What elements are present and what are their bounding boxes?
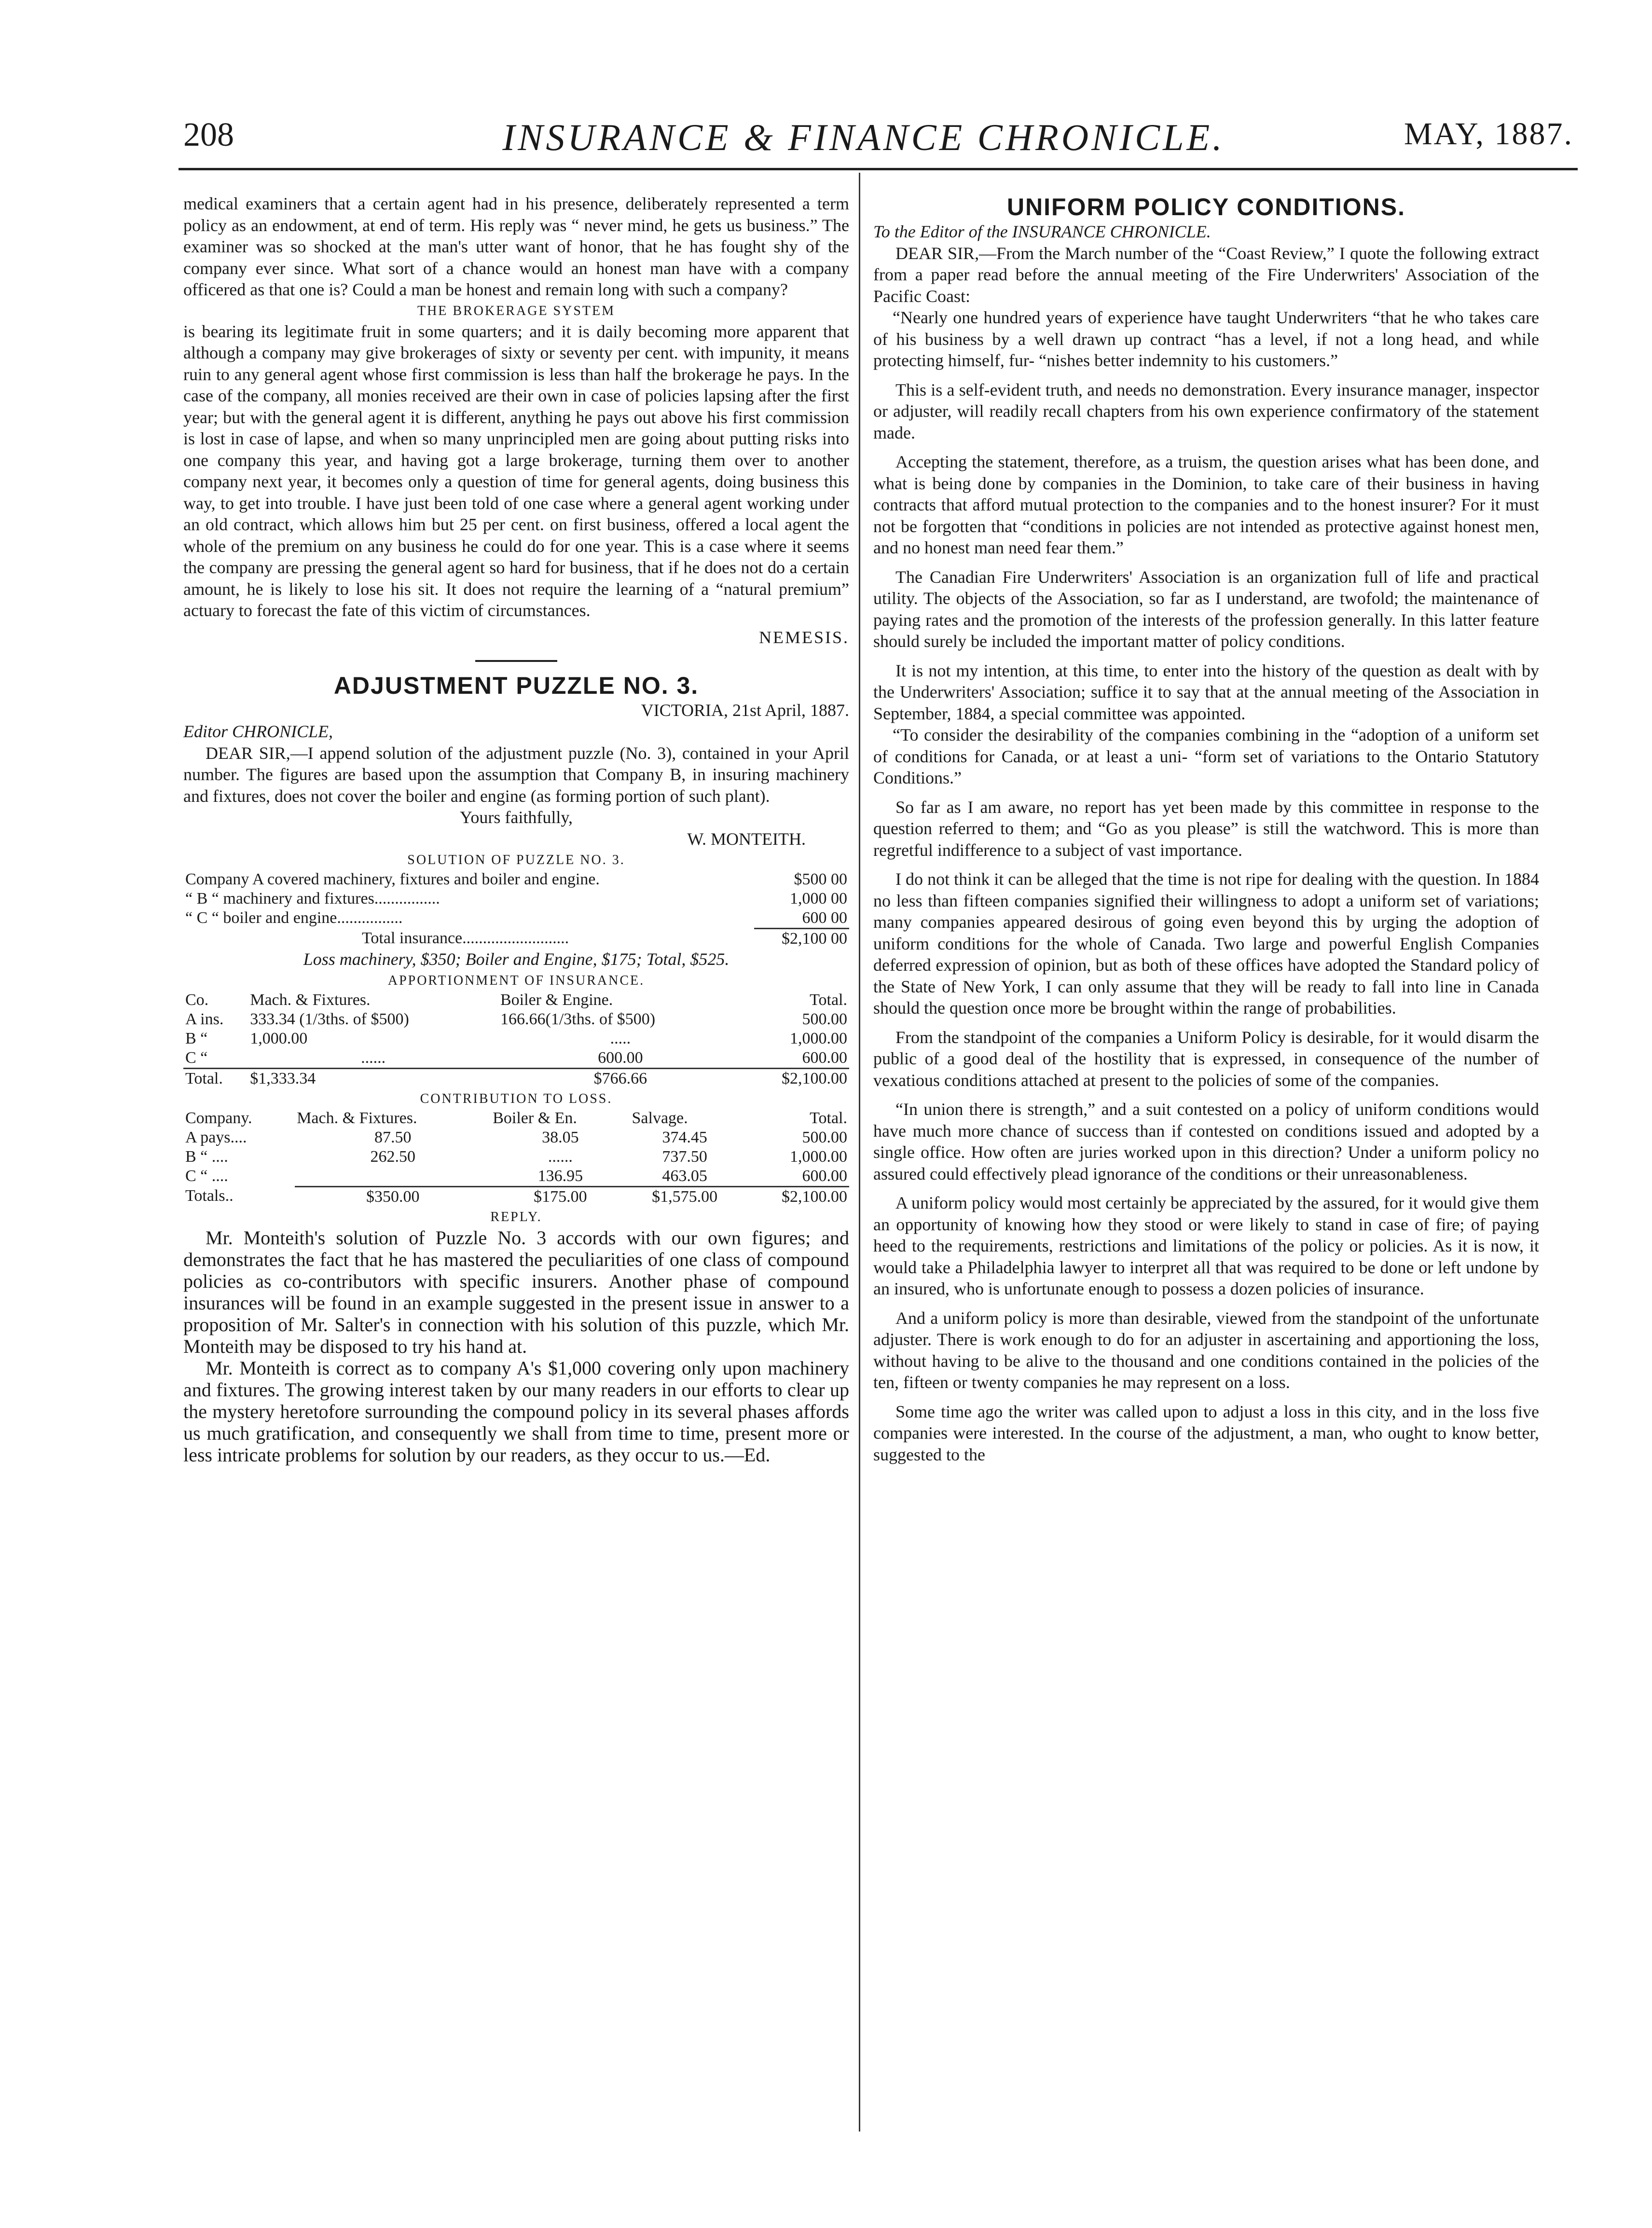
cell: 38.05 <box>542 1128 579 1146</box>
table-header-row <box>183 1109 849 1128</box>
reply-paragraph: Mr. Monteith is correct as to company A's $1,000 covering only upon machinery and fixtures. The growing interest taken by our many readers in our efforts to clear up the mystery heretofore surrounding the compound policy in its several phases affords us much gratification, and consequently we shall from time to time, present more or less intricate problems for solution by our readers, as they occur to us.—Ed. <box>183 1357 849 1466</box>
cell: C “ .... <box>185 1167 228 1185</box>
cell: ...... <box>361 1048 386 1067</box>
column-header: Company. <box>185 1109 252 1127</box>
cell: $2,100.00 <box>743 1068 849 1088</box>
solution-table <box>183 870 849 949</box>
article-paragraph: And a uniform policy is more than desirable, viewed from the standpoint of the unfortunate adjuster. There is work enough to do for an adjuster in ascertaining and apportioning the loss, without having to be alive to the thousand and one conditions contained in the policies of the ten, fifteen or twenty companies he may represent on a loss. <box>873 1308 1539 1392</box>
solution-heading: SOLUTION OF PUZZLE NO. 3. <box>407 853 625 867</box>
cell <box>295 1167 491 1187</box>
brokerage-paragraph: is bearing its legitimate fruit in some quarters; and it is daily becoming more apparent that although a company may give brokerages of sixty or seventy per cent. with impunity, it means ruin to any general agent whose first commission is less than half the brokerage he pays. In the case of the company, all monies received are their own in case of policies lapsing after the first year; but with the general agent it is different, anything he pays out above his first commission is lost in case of lapse, and when so many unprincipled men are going about putting risks into one company this year, and having got a large brokerage, turning them over to another company next year, it becomes only a question of time for general agents, doing business this way, to get into trouble. I have just been told of one case where a general agent working under an old contract, which allows him but 25 per cent. on first business, offered a local agent the whole of the premium on any business he could do for one year. This is a case where it seems the company are pressing the general agent so hard for business, that if he does not do a certain amount, he is likely to lose his sit. It does not require the learning of a “natural premium” actuary to forecast the fate of this victim of circumstances. <box>183 321 849 620</box>
column-divider <box>859 173 860 2132</box>
article-paragraph: This is a self-evident truth, and needs no demonstration. Every insurance manager, inspector or adjuster, will readily recall chapters from his own experience confirmatory of the statement made. <box>873 380 1539 442</box>
cell: 600.00 <box>802 1048 847 1067</box>
cell: $175.00 <box>491 1186 630 1207</box>
cell: 1,000.00 <box>790 1029 847 1047</box>
cell: B “ .... <box>185 1147 228 1166</box>
cell: 500.00 <box>802 1010 847 1028</box>
loss-line: Loss machinery, $350; Boiler and Engine, $175; Total, $525. <box>303 949 730 969</box>
cell: Totals.. <box>185 1187 234 1205</box>
table-row <box>183 908 849 929</box>
column-header: Salvage. <box>632 1109 688 1127</box>
cell: 1,000.00 <box>250 1029 308 1047</box>
cell: B “ <box>185 1029 208 1047</box>
table-row <box>183 1048 849 1069</box>
cell: 1,000.00 <box>790 1147 847 1166</box>
solution-value: $500 00 <box>794 870 847 888</box>
column-header: Mach. & Fixtures. <box>297 1109 417 1127</box>
article-paragraph: The Canadian Fire Underwriters' Association is an organization full of life and practical utility. The objects of the Association, so far as I understand, are twofold; the maintenance of paying rates and the promotion of the interests of the profession generally. In this latter feature should surely be included the important matter of policy conditions. <box>873 567 1539 651</box>
brokerage-subheading: THE BROKERAGE SYSTEM <box>417 303 615 318</box>
cell: 600.00 <box>598 1048 643 1067</box>
apportionment-table <box>183 990 849 1088</box>
total-insurance-value: $2,100 00 <box>782 930 847 948</box>
total-insurance-label: Total insurance.......................... <box>362 929 569 947</box>
cell: A ins. <box>185 1010 224 1028</box>
apportionment-heading: APPORTIONMENT OF INSURANCE. <box>387 973 645 988</box>
table-row <box>183 1167 849 1187</box>
cell: 333.34 (1/3ths. of $500) <box>250 1010 409 1028</box>
article-quote: “Nearly one hundred years of experience have taught Underwriters “that he who takes care of his business by a well drawn up contract “has a level, if not a long head, and while protecting himself, fur- “nishes better indemnity to his customers.” <box>873 308 1539 370</box>
cell: 737.50 <box>662 1147 707 1166</box>
reply-paragraph: Mr. Monteith's solution of Puzzle No. 3 accords with our own figures; and demonstrates the fact that he has mastered the peculiarities of one class of compound policies as co-contributors with specific insurers. Another phase of compound insurances will be found in an example suggested in the present issue in answer to a proposition of Mr. Salter's in connection with his solution of this puzzle, which Mr. Monteith may be disposed to try his hand at. <box>183 1226 849 1357</box>
table-row <box>183 1128 849 1147</box>
article-paragraph: DEAR SIR,—From the March number of the “Coast Review,” I quote the following extract from a paper read before the annual meeting of the Fire Underwriters' Association of the Pacific Coast: <box>873 243 1539 306</box>
solution-value: 600 00 <box>754 908 849 929</box>
section-divider <box>475 660 557 662</box>
cell: $766.66 <box>498 1068 743 1088</box>
cell: $1,333.34 <box>248 1068 498 1088</box>
column-header: Boiler & En. <box>493 1109 577 1127</box>
article-paragraph: Accepting the statement, therefore, as a truism, the question arises what has been done, and what is being done by companies in the Dominion, to take care of their business in having contracts that afford mutual protection to the companies and to the honest insurer? For it must not be forgotten that “conditions in policies are not intended as protective against honest men, and no honest man need fear them.” <box>873 452 1539 557</box>
cell: 87.50 <box>374 1128 412 1146</box>
table-row <box>183 1029 849 1048</box>
article-paragraph: Some time ago the writer was called upon to adjust a loss in this city, and in the loss five companies were interested. In the course of the adjustment, a man, who ought to know better, suggested to the <box>873 1402 1539 1464</box>
article-paragraph: “In union there is strength,” and a suit contested on a policy of uniform conditions would have much more chance of success than if contested on conditions issued and adopted by a single office. How often are juries worked upon in this direction? Under a uniform policy no assured could effectively plead ignorance of the conditions or their unreasonableness. <box>873 1100 1539 1183</box>
reply-heading: REPLY. <box>490 1209 542 1224</box>
solution-value: 1,000 00 <box>790 890 847 908</box>
page-number: 208 <box>183 116 234 153</box>
issue-date: MAY, 1887. <box>1404 116 1573 151</box>
cell: 600.00 <box>802 1167 847 1185</box>
left-column <box>183 193 849 1466</box>
article-paragraph: A uniform policy would most certainly be appreciated by the assured, for it would give them an opportunity of knowing how they stood or were likely to stand in case of fire; of paying heed to the requirements, restrictions and limitations of the policy or policies. As it is now, it would take a Philadelphia lawyer to interpret all that was required to be done or left undone by an insured, who is unfortunate enough to possess a dozen policies of insurance. <box>873 1193 1539 1298</box>
cell: $350.00 <box>295 1186 491 1207</box>
column-header: Boiler & Engine. <box>500 990 613 1009</box>
article-quote: “To consider the desirability of the companies combining in the “adoption of a uniform set of conditions for Canada, or at least a uni- “form set of variations to the Ontario Statutory Conditions.” <box>873 725 1539 787</box>
column-header: Co. <box>185 990 209 1009</box>
to-editor-line: To the Editor of the INSURANCE CHRONICLE. <box>873 222 1211 241</box>
cell: ..... <box>610 1029 631 1047</box>
cell: ...... <box>548 1147 573 1166</box>
solution-label: Company A covered machinery, fixtures and boiler and engine. <box>185 870 600 888</box>
column-header: Total. <box>810 990 847 1009</box>
cell: A pays.... <box>185 1128 247 1146</box>
cell: 374.45 <box>662 1128 707 1146</box>
contribution-heading: CONTRIBUTION TO LOSS. <box>420 1091 613 1106</box>
article-paragraph: It is not my intention, at this time, to enter into the history of the question as dealt with by the Underwriters' Association; suffice it to say that at the annual meeting of the Association in September, 1884, a special committee was appointed. <box>873 660 1539 723</box>
cell: 500.00 <box>802 1128 847 1146</box>
cell: 166.66(1/3ths. of $500) <box>500 1010 656 1028</box>
closing: Yours faithfully, <box>459 808 573 827</box>
table-row <box>183 929 849 949</box>
cell: C “ <box>185 1048 208 1067</box>
cell: Total. <box>183 1068 248 1088</box>
letter-paragraph: DEAR SIR,—I append solution of the adjustment puzzle (No. 3), contained in your April number. The figures are based upon the assumption that Company B, in insuring machinery and fixtures, does not cover the boiler and engine (as forming portion of such plant). <box>183 743 849 806</box>
column-header: Total. <box>810 1109 847 1127</box>
monteith-signature: W. MONTEITH. <box>687 829 806 849</box>
cell: 262.50 <box>370 1147 415 1166</box>
column-header: Mach. & Fixtures. <box>250 990 371 1009</box>
table-row <box>183 1147 849 1167</box>
cell: $1,575.00 <box>630 1186 740 1207</box>
solution-label: “ C “ boiler and engine................ <box>185 909 403 927</box>
masthead-title: INSURANCE & FINANCE CHRONICLE. <box>502 116 1225 158</box>
header-rule <box>179 168 1578 170</box>
table-totals-row <box>183 1186 849 1207</box>
right-column <box>873 193 1539 1465</box>
cell: 136.95 <box>537 1167 583 1185</box>
table-row <box>183 1010 849 1029</box>
solution-label: “ B “ machinery and fixtures................ <box>185 890 440 908</box>
table-header-row <box>183 990 849 1010</box>
salutation: Editor CHRONICLE, <box>183 722 333 741</box>
puzzle-headline: ADJUSTMENT PUZZLE NO. 3. <box>333 672 699 699</box>
article-paragraph: So far as I am aware, no report has yet been made by this committee in response to the question referred to them; and “Go as you please” is still the watchword. This is more than regretful indifference to a subject of vast importance. <box>873 797 1539 860</box>
brokerage-intro-paragraph: medical examiners that a certain agent had in his presence, deliberately represented a term policy as an endowment, at end of term. His reply was “ never mind, he gets us business.” The examiner was so shocked at the man's utter want of honor, that he has fought shy of the company ever since. What sort of a chance would an honest man have with a company officered as that one is? Could a man be honest and remain long with such a company? <box>183 194 849 299</box>
uniform-policy-headline: UNIFORM POLICY CONDITIONS. <box>1006 193 1406 220</box>
table-totals-row <box>183 1068 849 1088</box>
table-row <box>183 870 849 889</box>
nemesis-signature: NEMESIS. <box>758 627 849 647</box>
table-row <box>183 889 849 908</box>
dateline: VICTORIA, 21st April, 1887. <box>641 700 849 720</box>
contribution-table <box>183 1109 849 1207</box>
cell: $2,100.00 <box>740 1186 849 1207</box>
cell: 463.05 <box>662 1167 707 1185</box>
article-paragraph: I do not think it can be alleged that the time is not ripe for dealing with the question. In 1884 no less than fifteen companies signified their willingness to adopt a uniform set of variations; many companies appeared desirous of going even beyond this by urging the adoption of uniform conditions for the whole of Canada. Two large and powerful English Companies deferred expression of opinion, but as both of these offices have adopted the Standard policy of the State of New York, I can only assume that they will be ready to fall into line in Canada should the question once more be brought within the range of probabilities. <box>873 869 1539 1018</box>
article-paragraph: From the standpoint of the companies a Uniform Policy is desirable, for it would disarm the public of a good deal of the hostility that is expressed, in consequence of the number of vexatious conditions attached at present to the policies of some of the companies. <box>873 1027 1539 1090</box>
